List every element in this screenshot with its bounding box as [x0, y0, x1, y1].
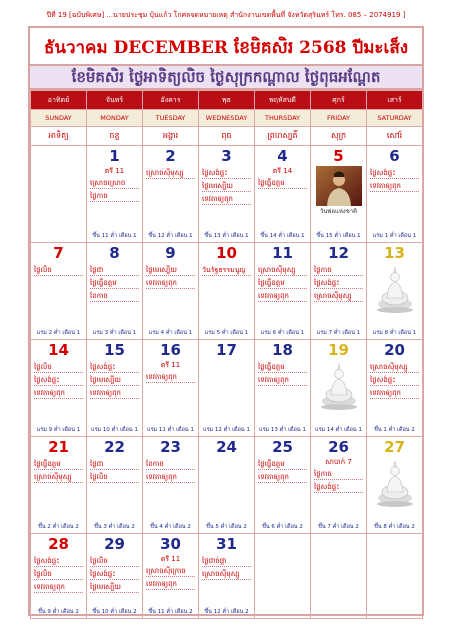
day-number: 18	[272, 341, 293, 359]
day-cell	[143, 243, 199, 340]
lunar-date: แรม 8 ค่ำ เดือน 1	[372, 330, 417, 336]
day-header-en-row	[31, 110, 423, 127]
day-cell	[31, 437, 87, 534]
day-cell	[311, 437, 367, 534]
king-portrait-image	[316, 166, 362, 206]
day-cell	[87, 146, 143, 243]
lunar-date: ขึ้น 5 ค่ำ เดือน 2	[206, 524, 247, 530]
day-note: ថ្ងៃលិច	[90, 556, 139, 567]
lunar-date: แรม 6 ค่ำ เดือน 1	[260, 330, 305, 336]
day-note: ទេវតាឲ្យពុក	[34, 388, 83, 399]
day-number: 23	[160, 438, 181, 456]
lunar-date: ขึ้น 8 ค่ำ เดือน 2	[374, 524, 415, 530]
day-note: ស្រោចស្រោច	[90, 178, 139, 189]
day-header-khmer: ព្រហស្បតិ៍	[255, 127, 311, 146]
day-header-en: WEDNESDAY	[199, 110, 255, 127]
lunar-note: ตรี 11	[160, 361, 181, 369]
week-row	[31, 340, 423, 437]
day-cell	[199, 340, 255, 437]
lunar-date: ขึ้น 12 ค่ำ เดือน 2	[204, 609, 249, 615]
lunar-date: ขึ้น 6 ค่ำ เดือน 2	[262, 524, 303, 530]
day-number: 27	[384, 438, 405, 456]
day-cell	[367, 437, 423, 534]
day-note: ថ្ងៃធ្វើឧត្តម	[258, 278, 307, 289]
day-header-khmer: សុក្រ	[311, 127, 367, 146]
day-note: ស្រោចស៊ីមុស្សូ	[370, 362, 419, 373]
day-note: วันรัฐธรรมนูญ	[202, 265, 251, 276]
day-header-en: SATURDAY	[367, 110, 423, 127]
day-header-khmer-row	[31, 127, 423, 146]
month-title: ธันวาคม DECEMBER ខែមិគសិរ 2568 ปีมะเส็ง	[43, 38, 409, 58]
day-note: ថ្ងៃជា	[90, 459, 139, 470]
day-number: 5	[333, 147, 344, 165]
day-number: 6	[389, 147, 400, 165]
day-header-en: TUESDAY	[143, 110, 199, 127]
day-note: ទេវតាឲ្យពុក	[146, 372, 195, 383]
day-cell	[255, 146, 311, 243]
day-number: 2	[165, 147, 176, 165]
day-note: ស្រោចស៊ីមុស្សូ	[146, 168, 195, 179]
day-number: 24	[216, 438, 237, 456]
day-note: ថ្ងៃសង់ផ្ទះ	[314, 482, 363, 493]
day-header-en: THURSDAY	[255, 110, 311, 127]
day-note: ថ្ងៃសង់ផ្ទះ	[370, 375, 419, 386]
empty-cell	[311, 534, 367, 619]
day-note: ថ្ងៃកាច	[314, 265, 363, 276]
lunar-note: ตรี 14	[272, 167, 293, 175]
buddha-icon	[375, 458, 415, 510]
day-cell	[143, 534, 199, 619]
day-note: ថ្ងៃលិច	[34, 569, 83, 580]
day-cell	[199, 243, 255, 340]
day-note: ថ្ងៃលិច	[90, 472, 139, 483]
day-cell	[367, 340, 423, 437]
day-note: ថ្ងៃសង់ផ្ទះ	[34, 556, 83, 567]
calendar-grid	[30, 90, 423, 619]
empty-cell	[255, 534, 311, 619]
day-note: ខែកាច	[90, 291, 139, 302]
day-cell	[199, 437, 255, 534]
day-number: 28	[48, 535, 69, 553]
day-cell	[87, 437, 143, 534]
lunar-date: แรม 10 ค่ำ เดือน 1	[91, 427, 138, 433]
day-note: ថ្ងៃមេស្បើយ	[146, 265, 195, 276]
day-number: 1	[109, 147, 120, 165]
day-cell	[255, 437, 311, 534]
day-header-thai: จันทร์	[87, 91, 143, 110]
day-number: 4	[277, 147, 288, 165]
day-note: ទេវតាឲ្យពុក	[258, 375, 307, 386]
lunar-date: แรม 2 ค่ำ เดือน 1	[36, 330, 81, 336]
day-note: ទេវតាឲ្យពុក	[370, 181, 419, 192]
day-number: 19	[328, 341, 349, 359]
day-header-khmer: ចន្ទ	[87, 127, 143, 146]
day-number: 12	[328, 244, 349, 262]
lunar-date: แรม 3 ค่ำ เดือน 1	[92, 330, 137, 336]
day-number: 3	[221, 147, 232, 165]
day-number: 16	[160, 341, 181, 359]
day-cell	[199, 534, 255, 619]
day-note: ថ្ងៃសង់ផ្ទះ	[314, 278, 363, 289]
lunar-date: ขึ้น 9 ค่ำ เดือน 2	[38, 609, 79, 615]
lunar-note: ตรี 11	[160, 555, 181, 563]
day-note: ថ្ងៃធ្វើឧត្តម	[258, 362, 307, 373]
day-header-thai: เสาร์	[367, 91, 423, 110]
lunar-note: សាបាក់ 7	[325, 458, 352, 466]
lunar-note: ตรี 11	[104, 167, 125, 175]
lunar-date: ขึ้น 14 ค่ำ เดือน 1	[260, 233, 305, 239]
empty-cell	[31, 146, 87, 243]
lunar-date: แรม 4 ค่ำ เดือน 1	[148, 330, 193, 336]
day-note: ថ្ងៃមេស្បើយ	[90, 582, 139, 593]
day-note: ថ្ងៃធ្វើឧត្តម	[258, 178, 307, 189]
day-note: ថ្ងៃមេស្បើយ	[90, 375, 139, 386]
day-note: ថ្ងៃសង់ផ្ទះ	[370, 168, 419, 179]
lunar-date: แรม 9 ค่ำ เดือน 1	[36, 427, 81, 433]
lunar-date: แรม 5 ค่ำ เดือน 1	[204, 330, 249, 336]
lunar-date: ขึ้น 12 ค่ำ เดือน 1	[148, 233, 193, 239]
week-row	[31, 243, 423, 340]
day-note: ទេវតាឲ្យពុក	[90, 388, 139, 399]
day-cell	[87, 534, 143, 619]
day-number: 15	[104, 341, 125, 359]
day-cell	[311, 340, 367, 437]
holiday-caption: วันพ่อแห่งชาติ	[319, 208, 358, 215]
day-note: ថ្ងៃលិច	[34, 362, 83, 373]
day-cell	[143, 437, 199, 534]
week-row	[31, 534, 423, 619]
lunar-date: แรม 7 ค่ำ เดือน 1	[316, 330, 361, 336]
lunar-date: แรม 11 ค่ำ เดือน 1	[147, 427, 194, 433]
lunar-date: ขึ้น 13 ค่ำ เดือน 1	[204, 233, 249, 239]
day-number: 14	[48, 341, 69, 359]
lunar-date: แรม 13 ค่ำ เดือน 1	[259, 427, 306, 433]
day-note: ថ្ងៃជាច់ផ្ដា	[202, 556, 251, 567]
day-header-khmer: អង្គារ	[143, 127, 199, 146]
day-note: ថ្ងៃធ្វើឧត្តម	[90, 278, 139, 289]
day-cell	[31, 243, 87, 340]
day-number: 22	[104, 438, 125, 456]
buddha-icon	[375, 264, 415, 316]
day-note: ទេវតាឲ្យពុក	[202, 194, 251, 205]
day-number: 31	[216, 535, 237, 553]
day-number: 20	[384, 341, 405, 359]
day-header-thai: พฤหัสบดี	[255, 91, 311, 110]
day-cell	[255, 340, 311, 437]
day-cell	[367, 243, 423, 340]
day-cell	[199, 146, 255, 243]
day-number: 7	[53, 244, 64, 262]
lunar-date: แรม 12 ค่ำ เดือน 1	[203, 427, 250, 433]
lunar-date: ขึ้น 1 ค่ำ เดือน 2	[374, 427, 415, 433]
day-note: ខែកាច	[146, 459, 195, 470]
day-header-en: MONDAY	[87, 110, 143, 127]
calendar-frame	[28, 26, 424, 616]
day-header-khmer: អាទិត្យ	[31, 127, 87, 146]
day-note: ទេវតាឲ្យពុក	[258, 291, 307, 302]
day-note: ទេវតាឲ្យពុក	[146, 579, 195, 590]
lunar-date: ขึ้น 15 ค่ำ เดือน 1	[316, 233, 361, 239]
day-note: ថ្ងៃមេស្បើយ	[202, 181, 251, 192]
day-note: ស្រោចស៊ីមុស្សូ	[258, 265, 307, 276]
day-cell	[143, 340, 199, 437]
day-header-khmer: សៅរ៍	[367, 127, 423, 146]
day-cell	[311, 146, 367, 243]
lunar-date: ขึ้น 4 ค่ำ เดือน 2	[150, 524, 191, 530]
lunar-date: ขึ้น 3 ค่ำ เดือน 2	[94, 524, 135, 530]
day-note: ថ្ងៃសង់ផ្ទះ	[34, 375, 83, 386]
day-number: 8	[109, 244, 120, 262]
day-note: ស្រោចស៊ីក្រោច	[146, 566, 195, 577]
day-note: ស្រោចស៊ីមុស្សូ	[34, 472, 83, 483]
day-header-thai: ศุกร์	[311, 91, 367, 110]
day-note: ថ្ងៃសង់ផ្ទះ	[202, 168, 251, 179]
day-note: ថ្ងៃជា	[90, 265, 139, 276]
day-cell	[311, 243, 367, 340]
empty-cell	[367, 534, 423, 619]
day-number: 10	[216, 244, 237, 262]
day-header-en: SUNDAY	[31, 110, 87, 127]
day-header-en: FRIDAY	[311, 110, 367, 127]
day-note: ថ្ងៃធ្វើឧត្តម	[258, 459, 307, 470]
day-number: 9	[165, 244, 176, 262]
day-note: ទេវតាឲ្យពុក	[258, 472, 307, 483]
day-number: 26	[328, 438, 349, 456]
day-header-thai: พุธ	[199, 91, 255, 110]
day-cell	[31, 340, 87, 437]
day-cell	[143, 146, 199, 243]
day-number: 30	[160, 535, 181, 553]
day-note: ថ្ងៃសង់ផ្ទះ	[90, 569, 139, 580]
day-header-thai-row	[31, 91, 423, 110]
lunar-date: ขึ้น 2 ค่ำ เดือน 2	[38, 524, 79, 530]
week-row	[31, 437, 423, 534]
day-number: 11	[272, 244, 293, 262]
day-note: ទេវតាឲ្យពុក	[34, 582, 83, 593]
month-banner: ខែមិគសិរ ថ្ងៃអាទិត្យលិច ថ្ងៃសុក្រកណ្ដាល ថ្ងៃពុធអណ្ដែត	[30, 64, 422, 90]
day-note: ទេវតាឲ្យពុក	[146, 472, 195, 483]
day-cell	[367, 146, 423, 243]
day-cell	[87, 340, 143, 437]
day-header-khmer: ពុធ	[199, 127, 255, 146]
lunar-date: ขึ้น 11 ค่ำ เดือน 1	[92, 233, 137, 239]
day-cell	[87, 243, 143, 340]
lunar-date: ขึ้น 7 ค่ำ เดือน 2	[318, 524, 359, 530]
day-cell	[255, 243, 311, 340]
lunar-date: แรม 1 ค่ำ เดือน 1	[372, 233, 417, 239]
day-note: ស្រោចស៊ីមុស្សូ	[314, 291, 363, 302]
day-number: 17	[216, 341, 237, 359]
day-note: ទេវតាឲ្យពុក	[370, 388, 419, 399]
day-note: ថ្ងៃធ្វើឧត្តម	[34, 459, 83, 470]
day-number: 21	[48, 438, 69, 456]
day-cell	[31, 534, 87, 619]
lunar-date: ขึ้น 11 ค่ำ เดือน 2	[148, 609, 193, 615]
day-number: 25	[272, 438, 293, 456]
day-number: 29	[104, 535, 125, 553]
day-note: ថ្ងៃកាច	[90, 191, 139, 202]
day-header-thai: อาทิตย์	[31, 91, 87, 110]
day-number: 13	[384, 244, 405, 262]
day-note: ស្រោចស៊ីមុស្សូ	[202, 569, 251, 580]
lunar-date: แรม 14 ค่ำ เดือน 1	[315, 427, 362, 433]
day-note: ទេវតាឲ្យពុក	[146, 278, 195, 289]
week-row	[31, 146, 423, 243]
day-note: ថ្ងៃសង់ផ្ទះ	[90, 362, 139, 373]
header-line: ปีที่ 19 [ฉบับพิเศษ] ...นายประชุม บุ้นแก้ว โกศลจดหมายเหตุ สำนักงานเขตพื้นที่ จังหวัดสุรินทร์ โทร. 085 – 2074919 ]	[46, 11, 406, 19]
lunar-date: ขึ้น 10 ค่ำ เดือน 2	[92, 609, 137, 615]
day-note: ថ្ងៃលិច	[34, 265, 83, 276]
buddha-icon	[319, 361, 359, 413]
day-note: ថ្ងៃកាច	[314, 469, 363, 480]
day-header-thai: อังคาร	[143, 91, 199, 110]
